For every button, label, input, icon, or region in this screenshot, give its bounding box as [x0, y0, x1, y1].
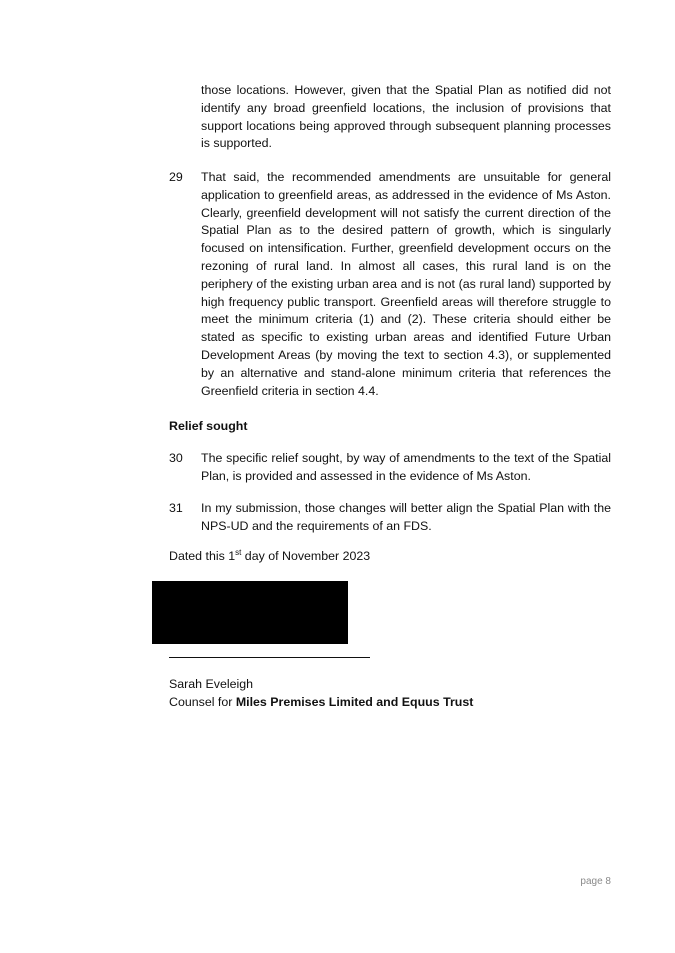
signatory-role-prefix: Counsel for [169, 695, 236, 709]
signatory-name: Sarah Eveleigh [169, 677, 254, 691]
paragraph-number-31: 31 [169, 501, 183, 515]
dated-suffix: day of November 2023 [241, 549, 371, 563]
signature-line [169, 657, 370, 658]
paragraph-31: In my submission, those changes will better align the Spatial Plan with the NPS-UD and the requirements of an FDS. [201, 501, 611, 533]
paragraph-number-30: 30 [169, 451, 183, 465]
dated-line [169, 548, 370, 566]
page-number: page 8 [580, 876, 611, 887]
paragraph-29: That said, the recommended amendments are unsuitable for general application to greenfield areas, as addressed in the evidence of Ms Aston. Clearly, greenfield development will not satisfy the current direction of the Spatial Plan as to the desired pattern of growth, which is singularly focused on intensification. Further, greenfield development occurs on the rezoning of rural land. In almost all cases, this rural land is on the periphery of the existing urban area and is not (as rural land) supported by high frequency public transport. Greenfield areas will therefore struggle to meet the minimum criteria (1) and (2). These criteria should either be stated as specific to existing urban areas and identified Future Urban Development Areas (by moving the text to section 4.3), or supplemented by an alternative and stand-alone minimum criteria that references the Greenfield criteria in section 4.4. [201, 170, 611, 398]
paragraph-30: The specific relief sought, by way of amendments to the text of the Spatial Plan, is provided and assessed in the evidence of Ms Aston. [201, 451, 611, 483]
redacted-signature-block [152, 581, 348, 644]
section-heading-relief-sought: Relief sought [169, 419, 248, 433]
dated-prefix: Dated this 1 [169, 549, 236, 563]
signatory-client: Miles Premises Limited and Equus Trust [235, 695, 474, 709]
signatory-role [169, 694, 473, 712]
dated-ordinal: st [235, 548, 242, 557]
paragraph-28-continuation: those locations. However, given that the Spatial Plan as notified did not identify any broad greenfield locations, the inclusion of provisions that support locations being approved through subsequent planning processes is supported. [201, 83, 611, 151]
paragraph-number-29: 29 [169, 170, 183, 184]
